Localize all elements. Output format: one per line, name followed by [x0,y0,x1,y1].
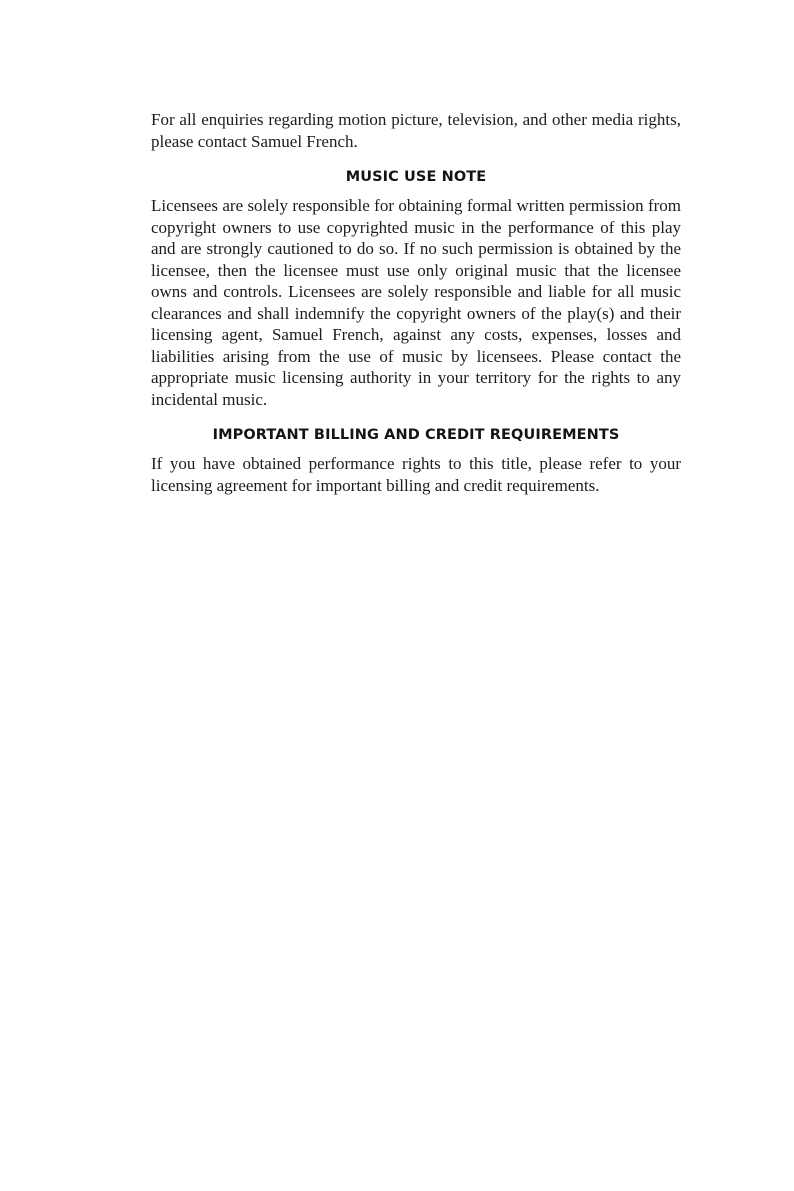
document-page [151,109,681,496]
media-rights-paragraph: For all enquiries regarding motion picture, television, and other media rights, please contact Samuel French. [151,110,681,151]
billing-requirements-body: If you have obtained performance rights to this title, please refer to your licensing agreement for important billing and credit requirements. [151,454,681,495]
music-use-note-heading: MUSIC USE NOTE [345,169,487,185]
billing-requirements-heading: IMPORTANT BILLING AND CREDIT REQUIREMENTS [212,427,620,443]
music-use-note-body: Licensees are solely responsible for obtaining formal written permission from copyright owners to use copyrighted music in the performance of this play and are strongly cautioned to do so. If no such permission is obtained by the licensee, then the licensee must use only original music that the licensee owns and controls. Licensees are solely responsible and liable for all music clearances and shall indemnify the copyright owners of the play(s) and their licensing agent, Samuel French, against any costs, expenses, losses and liabilities arising from the use of music by licensees. Please contact the appropriate music licensing authority in your territory for the rights to any incidental music. [151,196,681,409]
